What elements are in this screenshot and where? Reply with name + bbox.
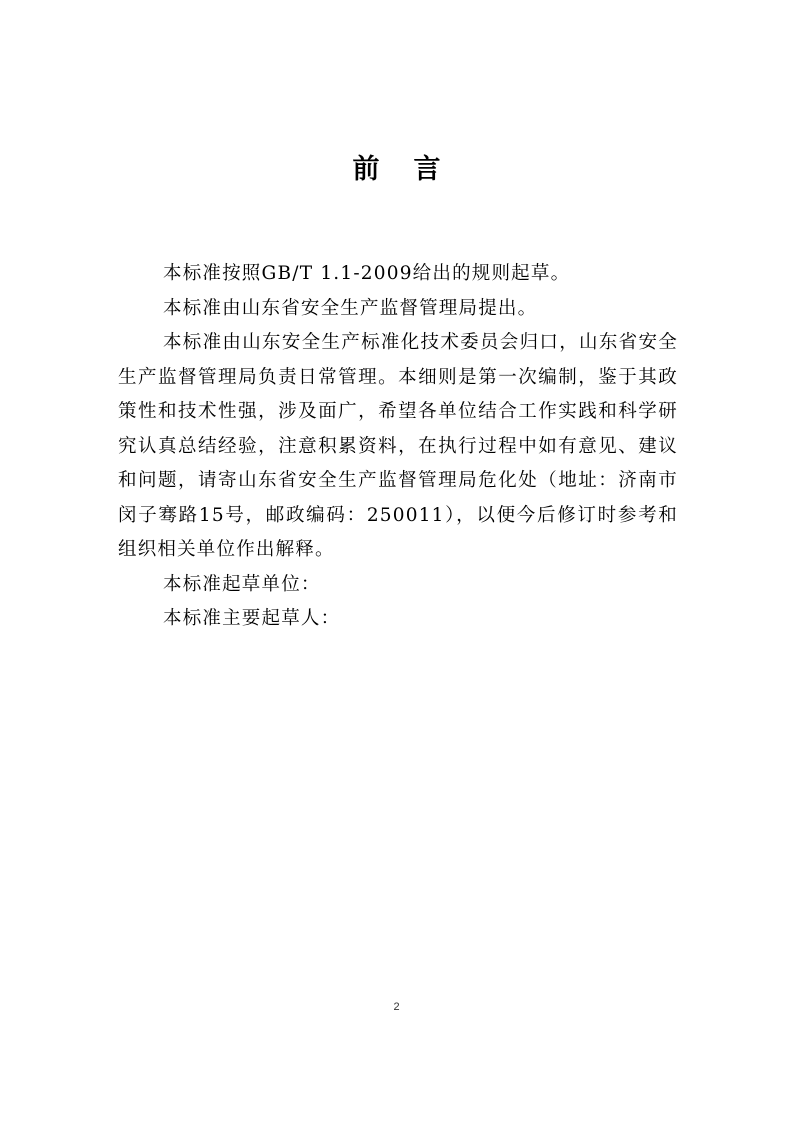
- paragraph-proposer: 本标准由山东省安全生产监督管理局提出。: [163, 297, 538, 319]
- paragraph-drafting-rules: 本标准按照GB/T 1.1-2009给出的规则起草。: [163, 263, 571, 284]
- preface-body: [118, 257, 678, 637]
- paragraph-drafters: 本标准主要起草人：: [163, 608, 341, 629]
- page-title: 前言: [352, 154, 475, 185]
- page-number: 2: [393, 1001, 400, 1013]
- paragraph-drafting-units: 本标准起草单位：: [163, 573, 321, 595]
- paragraph-administration: 本标准由山东安全生产标准化技术委员会归口，山东省安全生产监督管理局负责日常管理。本细则是第一次编制，鉴于其政策性和技术性强，涉及面广，希望各单位结合工作实践和科学研究认真总结经验，注意积累资料，在执行过程中如有意见、建议和问题，请寄山东省安全生产监督管理局危化处（地址：济南市闵子骞路15号，邮政编码：250011），以便今后修订时参考和组织相关单位作出解释。: [118, 332, 678, 560]
